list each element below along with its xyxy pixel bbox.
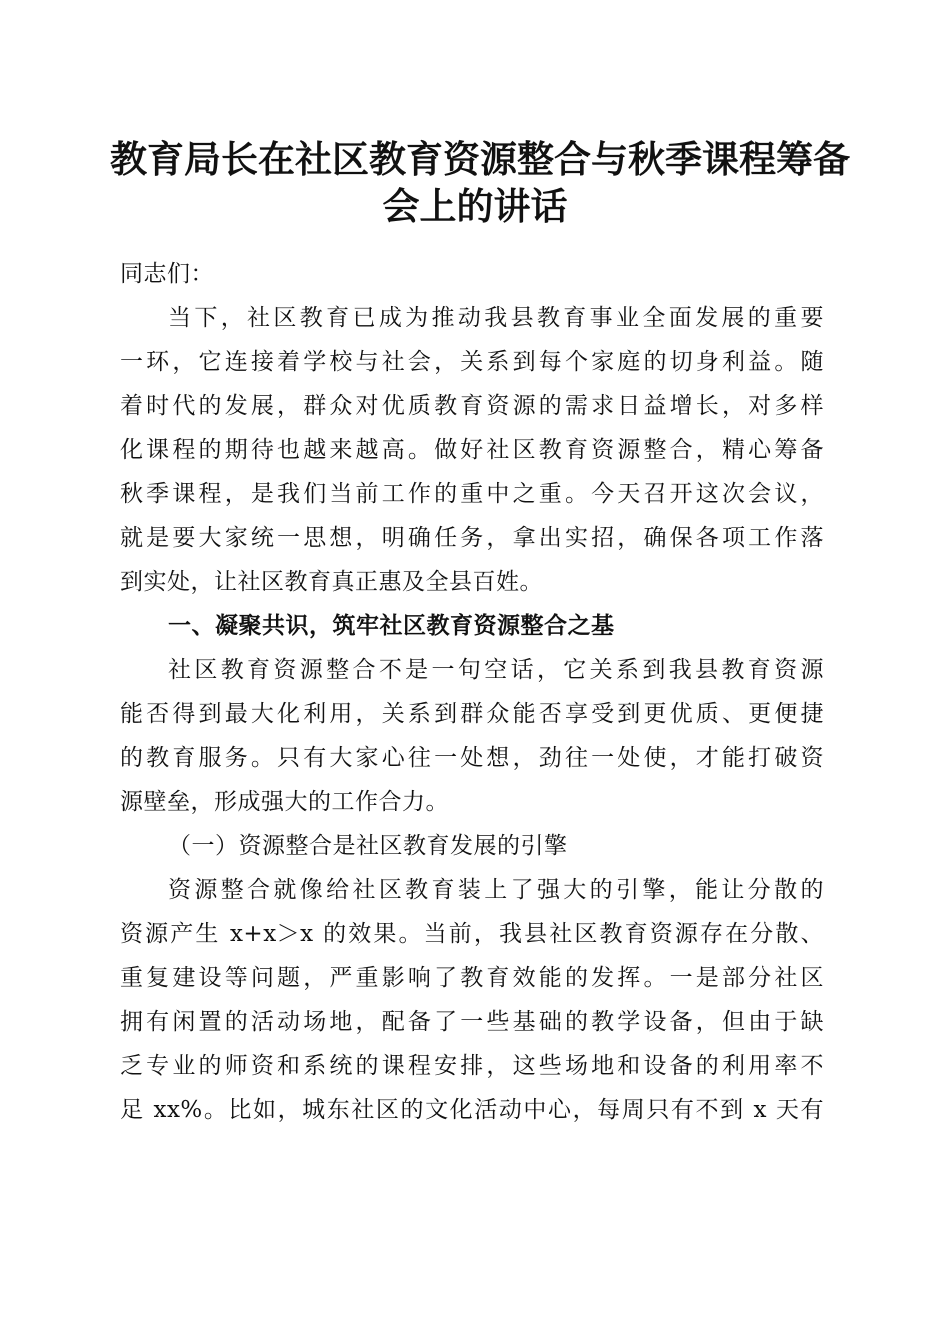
paragraph-line: 源壁垒，形成强大的工作合力。	[120, 789, 449, 815]
paragraph-line: 当下，社区教育已成为推动我县教育事业全面发展的重要	[168, 305, 824, 331]
paragraph-intro	[120, 296, 824, 604]
paragraph-consensus	[120, 648, 824, 824]
paragraph-line: 就是要大家统一思想，明确任务，拿出实招，确保各项工作落	[120, 525, 824, 551]
paragraph-line: 着时代的发展，群众对优质教育资源的需求日益增长，对多样	[120, 393, 824, 419]
paragraph-line: 化课程的期待也越来越高。做好社区教育资源整合，精心筹备	[120, 437, 824, 463]
paragraph-line: 到实处，让社区教育真正惠及全县百姓。	[120, 569, 543, 595]
document-body	[120, 252, 824, 1132]
paragraph-line: 拥有闲置的活动场地，配备了一些基础的教学设备，但由于缺	[120, 1009, 824, 1035]
document-title-line-2: 会上的讲话	[382, 184, 568, 228]
paragraph-line: 社区教育资源整合不是一句空话，它关系到我县教育资源	[168, 657, 824, 683]
paragraph-line: 能否得到最大化利用，关系到群众能否享受到更优质、更便捷	[120, 701, 824, 727]
paragraph-line: 的教育服务。只有大家心往一处想，劲往一处使，才能打破资	[120, 745, 824, 771]
paragraph-line: 一环，它连接着学校与社会，关系到每个家庭的切身利益。随	[120, 349, 824, 375]
paragraph-line: 资源产生 x+x＞x 的效果。当前，我县社区教育资源存在分散、	[120, 921, 824, 947]
paragraph-line: 资源整合就像给社区教育装上了强大的引擎，能让分散的	[168, 877, 824, 903]
paragraph-engine	[120, 868, 824, 1132]
paragraph-line: 重复建设等问题，严重影响了教育效能的发挥。一是部分社区	[120, 965, 824, 991]
document-title-line-1: 教育局长在社区教育资源整合与秋季课程筹备	[110, 137, 850, 181]
section-heading-1: 一、凝聚共识，筑牢社区教育资源整合之基	[168, 613, 615, 639]
subsection-heading-1: （一）资源整合是社区教育发展的引擎	[168, 833, 568, 859]
paragraph-line: 乏专业的师资和系统的课程安排，这些场地和设备的利用率不	[120, 1053, 824, 1079]
greeting: 同志们：	[120, 261, 214, 287]
paragraph-line: 足 xx%。比如，城东社区的文化活动中心，每周只有不到 x 天有	[120, 1097, 824, 1123]
paragraph-line: 秋季课程，是我们当前工作的重中之重。今天召开这次会议，	[120, 481, 824, 507]
